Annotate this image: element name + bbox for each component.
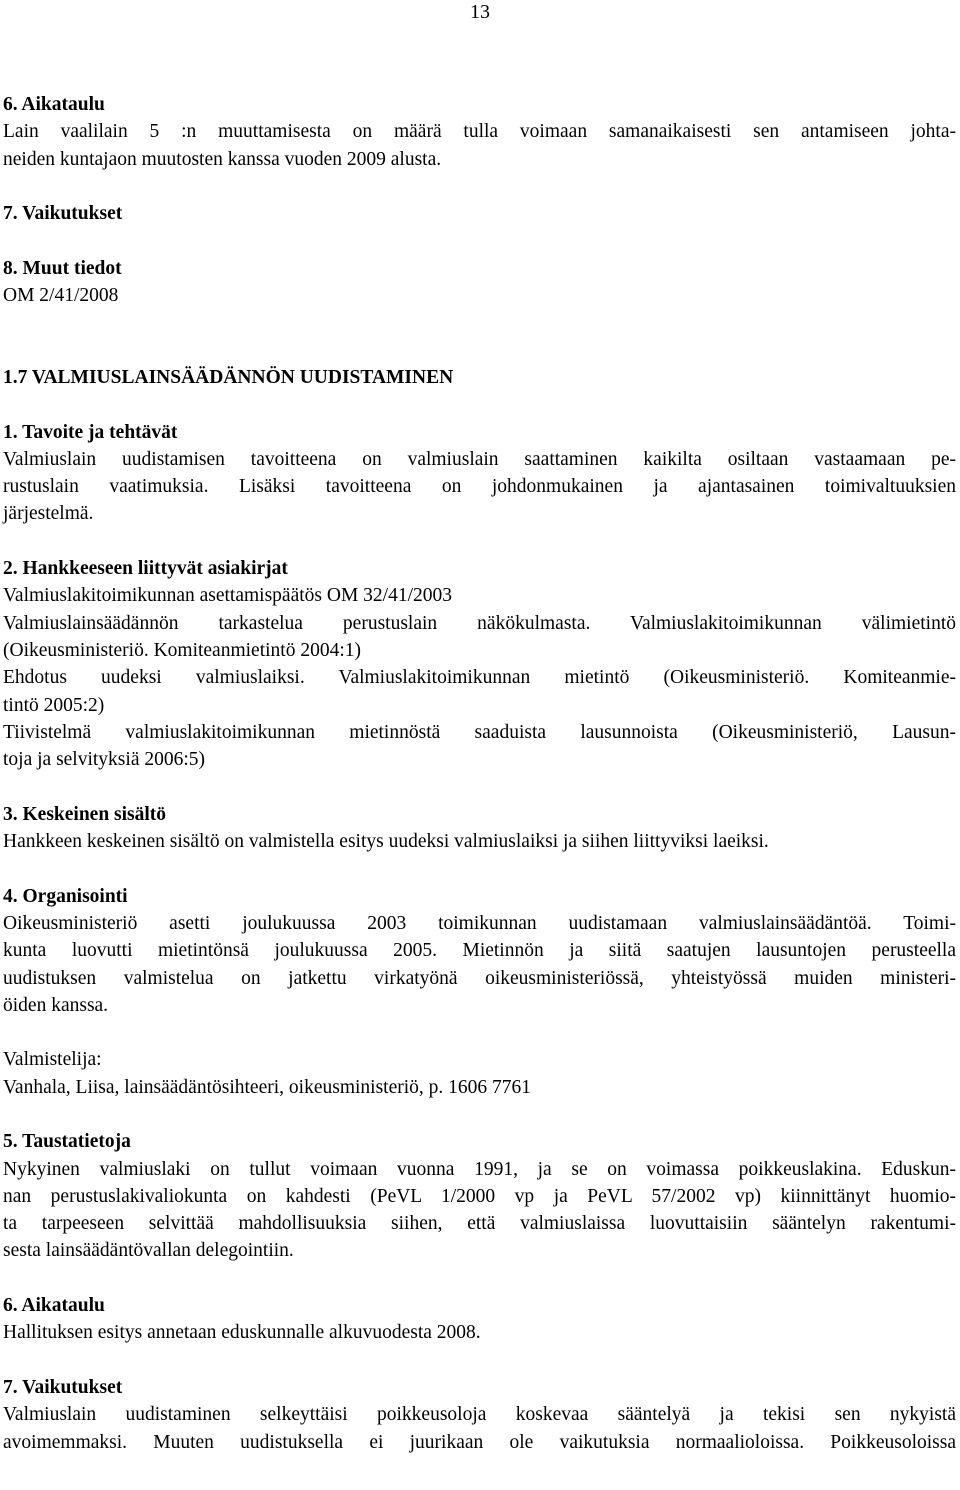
section <box>3 364 956 391</box>
paragraph-gap <box>3 309 956 364</box>
text-line: Lain vaalilain 5 :n muuttamisesta on määrä tulla voimaan samanaikaisesti sen antamiseen johta- <box>3 121 956 143</box>
section-heading: 3. Keskeinen sisältö <box>3 803 167 825</box>
paragraph-gap <box>3 391 956 418</box>
section-heading: 7. Vaikutukset <box>3 203 123 225</box>
text-line: Oikeusministeriö asetti joulukuussa 2003 toimikunnan uudistamaan valmiuslainsäädäntöä. Toimi- <box>3 912 956 934</box>
paragraph-gap <box>3 855 956 882</box>
text-line: Hallituksen esitys annetaan eduskunnalle alkuvuodesta 2008. <box>3 1322 481 1344</box>
paragraph-gap <box>3 1265 956 1292</box>
text-line: kunta luovutti mietintönsä joulukuussa 2005. Mietinnön ja siitä saatujen lausuntojen perusteella <box>3 940 956 962</box>
text-line: tintö 2005:2) <box>3 694 105 716</box>
text-line: toja ja selvityksiä 2006:5) <box>3 749 206 771</box>
text-line: Nykyinen valmiuslaki on tullut voimaan vuonna 1991, ja se on voimassa poikkeuslakina. Eduskun- <box>3 1158 956 1180</box>
text-line: Tiivistelmä valmiuslakitoimikunnan mietinnöstä saaduista lausunnoista (Oikeusministeriö, Lausun- <box>3 721 956 743</box>
section-heading: 6. Aikataulu <box>3 1295 105 1317</box>
text-line: sesta lainsäädäntövallan delegointiin. <box>3 1240 294 1262</box>
text-line: Ehdotus uudeksi valmiuslaiksi. Valmiuslakitoimikunnan mietintö (Oikeusministeriö. Komiteanmie- <box>3 667 956 689</box>
section-heading: 6. Aikataulu <box>3 94 105 115</box>
text-line: järjestelmä. <box>3 503 94 525</box>
text-line: nan perustuslakivaliokunta on kahdesti (PeVL 1/2000 vp ja PeVL 57/2002 vp) kiinnittänyt huomio- <box>3 1185 956 1207</box>
section-heading: 1. Tavoite ja tehtävät <box>3 421 178 443</box>
section-heading: 7. Vaikutukset <box>3 1376 123 1398</box>
text-line: OM 2/41/2008 <box>3 285 119 307</box>
section-heading: 5. Taustatietoja <box>3 1131 131 1153</box>
text-line: (Oikeusministeriö. Komiteanmietintö 2004:1) <box>3 639 361 661</box>
section <box>3 91 956 173</box>
section-heading: 1.7 VALMIUSLAINSÄÄDÄNNÖN UUDISTAMINEN <box>3 366 454 388</box>
paragraph-gap <box>3 1019 956 1046</box>
section <box>3 1292 956 1347</box>
text-line: öiden kanssa. <box>3 994 109 1016</box>
section-heading: 8. Muut tiedot <box>3 257 122 279</box>
paragraph-gap <box>3 1101 956 1128</box>
section <box>3 883 956 1019</box>
text-line: Vanhala, Liisa, lainsäädäntösihteeri, oikeusministeriö, p. 1606 7761 <box>3 1076 532 1098</box>
text-line: Valmiuslakitoimikunnan asettamispäätös OM 32/41/2003 <box>3 585 452 607</box>
text-line: Valmistelija: <box>3 1049 102 1071</box>
paragraph-gap <box>3 528 956 555</box>
section <box>3 200 956 227</box>
paragraph-gap <box>3 173 956 200</box>
text-line: avoimemmaksi. Muuten uudistuksella ei juurikaan ole vaikutuksia normaalioloissa. Poikkeusoloissa <box>3 1431 956 1453</box>
text-line: Valmiuslain uudistaminen selkeyttäisi poikkeusoloja koskevaa sääntelyä ja tekisi sen nykyistä <box>3 1404 956 1426</box>
section <box>3 1374 956 1456</box>
text-line: uudistuksen valmistelua on jatkettu virkatyönä oikeusministeriössä, yhteistyössä muiden ministeri- <box>3 967 956 989</box>
text-line: neiden kuntajaon muutosten kanssa vuoden 2009 alusta. <box>3 148 442 170</box>
paragraph-gap <box>3 1347 956 1374</box>
page-number: 13 <box>470 1 490 23</box>
paragraph-gap <box>3 773 956 800</box>
document-body <box>3 91 956 1456</box>
text-line: Valmiuslainsäädännön tarkastelua perustuslain näkökulmasta. Valmiuslakitoimikunnan välimietintö <box>3 612 956 634</box>
text-line: Valmiuslain uudistamisen tavoitteena on valmiuslain saattaminen kaikilta osiltaan vastaamaan pe- <box>3 448 956 470</box>
section <box>3 801 956 856</box>
text-line: rustuslain vaatimuksia. Lisäksi tavoitteena on johdonmukainen ja ajantasainen toimivaltuuksien <box>3 476 956 498</box>
text-line: ta tarpeeseen selvittää mahdollisuuksia siihen, että valmiuslaissa luovuttaisiin sääntelyn rakentumi- <box>3 1213 956 1235</box>
section <box>3 1046 956 1101</box>
section-heading: 2. Hankkeeseen liittyvät asiakirjat <box>3 558 288 580</box>
section <box>3 255 956 310</box>
text-line: Hankkeen keskeinen sisältö on valmistella esitys uudeksi valmiuslaiksi ja siihen liittyviksi laeiksi. <box>3 831 769 853</box>
paragraph-gap <box>3 227 956 254</box>
section <box>3 419 956 528</box>
section <box>3 1128 956 1264</box>
section <box>3 555 956 773</box>
section-heading: 4. Organisointi <box>3 885 128 907</box>
